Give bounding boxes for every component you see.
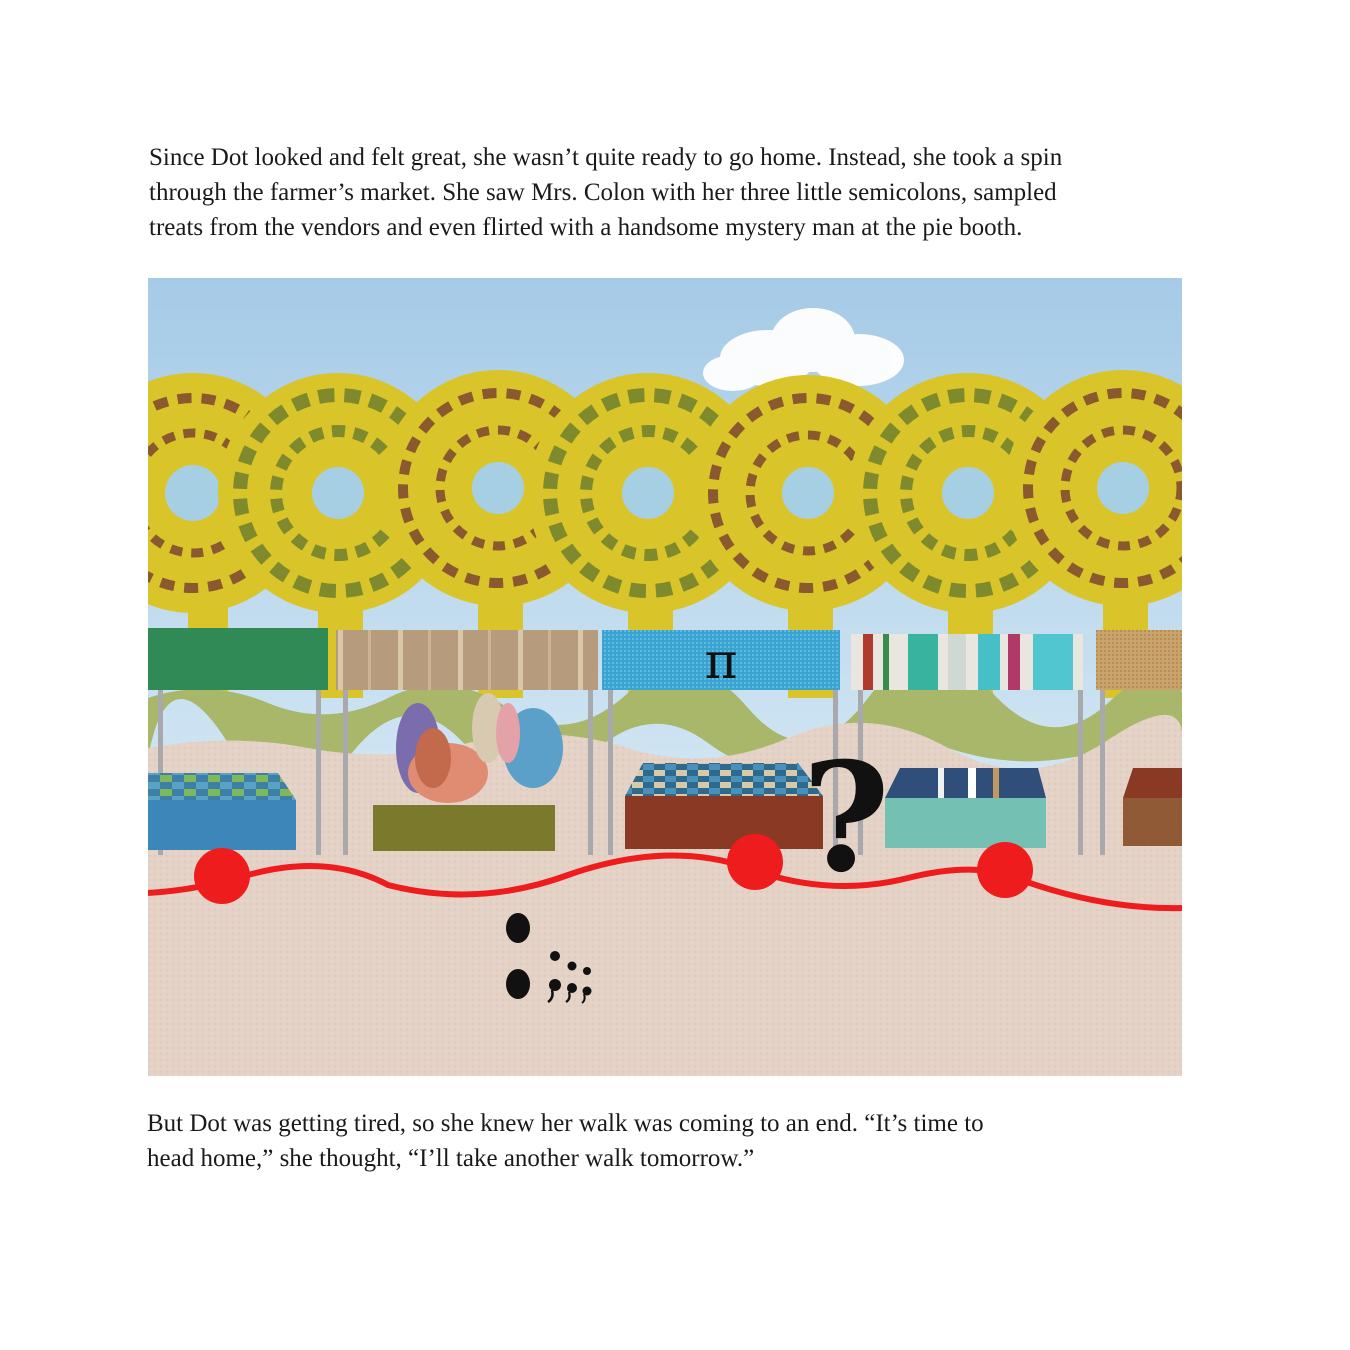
stall-table-1 <box>148 773 296 850</box>
pi-sign-symbol: π <box>704 632 738 690</box>
stall-table-5 <box>1123 768 1182 846</box>
question-mark-man: ? <box>802 730 890 906</box>
stall-pie-table <box>625 763 823 849</box>
red-dot-3 <box>977 842 1033 898</box>
story-paragraph-bottom: But Dot was getting tired, so she knew her walk was coming to an end. “It’s time to head home,” she thought, “I’ll take another walk tomorrow.” <box>147 1110 984 1172</box>
red-dot-2 <box>727 834 783 890</box>
stall-table-4 <box>885 768 1046 848</box>
red-dot-1 <box>194 848 250 904</box>
awning-signs <box>148 628 1182 690</box>
market-illustration <box>148 278 1182 1076</box>
story-paragraph-top: Since Dot looked and felt great, she wasn’t quite ready to go home. Instead, she took a spin through the farmer’s market. She saw Mrs. Colon with her three little semicolons, sampled treats from the vendors and even flirted with a handsome mystery man at the pie booth. <box>149 144 1063 241</box>
